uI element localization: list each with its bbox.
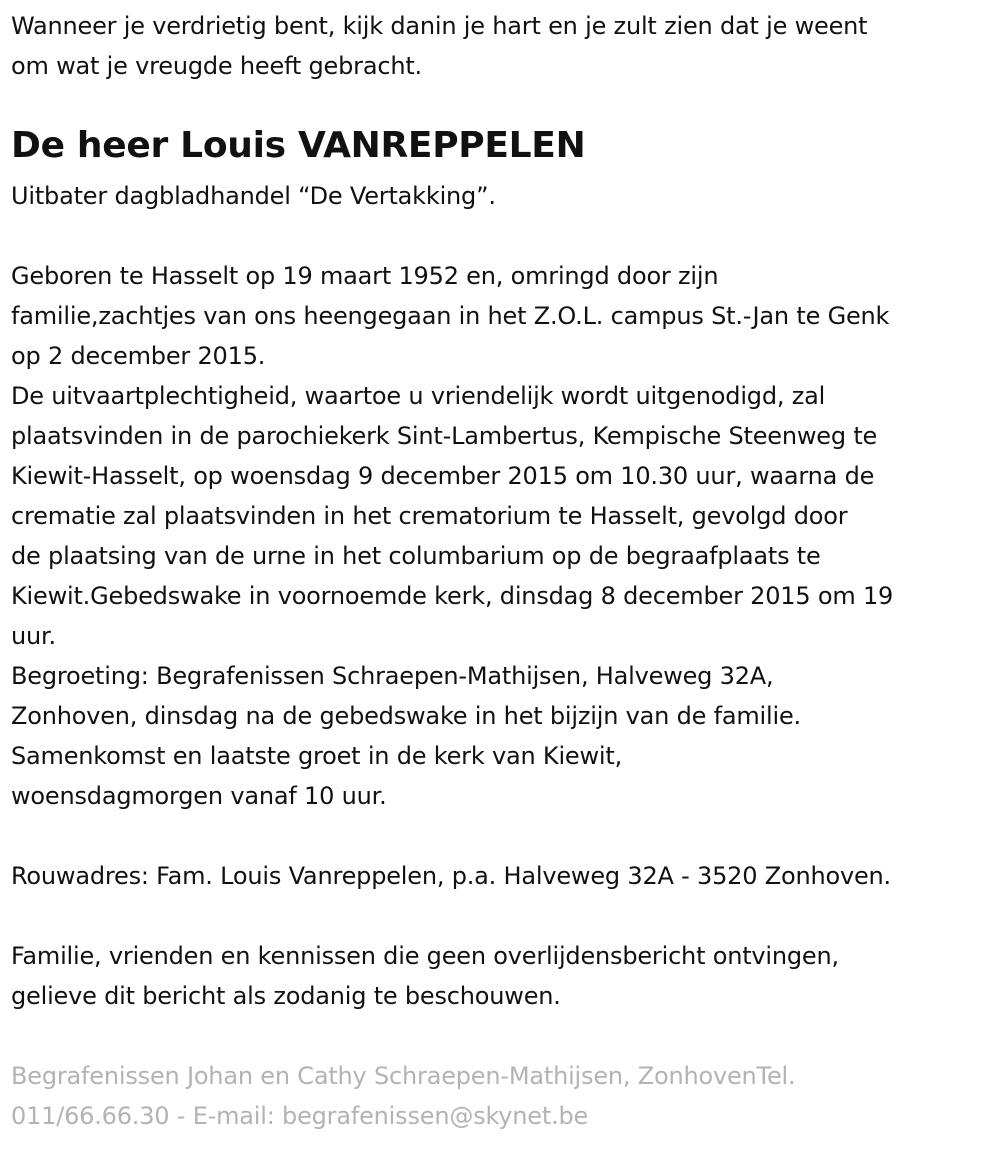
- body-line: op 2 december 2015.: [11, 342, 266, 370]
- body-line: familie,zachtjes van ons heengegaan in het Z.O.L. campus St.-Jan te Genk: [11, 302, 890, 330]
- body-line: Begroeting: Begrafenissen Schraepen-Mathijsen, Halveweg 32A,: [11, 662, 774, 690]
- quote-line: om wat je vreugde heeft gebracht.: [11, 52, 422, 80]
- body-line: Kiewit-Hasselt, op woensdag 9 december 2015 om 10.30 uur, waarna de: [11, 462, 875, 490]
- funeral-home-footer: [11, 1056, 990, 1136]
- body-line: woensdagmorgen vanaf 10 uur.: [11, 782, 387, 810]
- body-line: Zonhoven, dinsdag na de gebedswake in het bijzijn van de familie.: [11, 702, 801, 730]
- notice-paragraph: [11, 936, 990, 1016]
- body-line: crematie zal plaatsvinden in het crematorium te Hasselt, gevolgd door: [11, 502, 848, 530]
- body-line: uur.: [11, 622, 56, 650]
- opening-quote: [11, 6, 990, 86]
- deceased-name: De heer Louis VANREPPELEN: [11, 125, 586, 166]
- footer-line: Begrafenissen Johan en Cathy Schraepen-Mathijsen, ZonhovenTel.: [11, 1062, 796, 1090]
- notice-line: Familie, vrienden en kennissen die geen overlijdensbericht ontvingen,: [11, 942, 839, 970]
- spacer: [11, 896, 990, 936]
- body-line: plaatsvinden in de parochiekerk Sint-Lambertus, Kempische Steenweg te: [11, 422, 878, 450]
- mourning-address: Rouwadres: Fam. Louis Vanreppelen, p.a. Halveweg 32A - 3520 Zonhoven.: [11, 862, 891, 890]
- spacer: [11, 816, 990, 856]
- body-line: Samenkomst en laatste groet in de kerk van Kiewit,: [11, 742, 623, 770]
- obituary-body: [11, 256, 990, 816]
- body-line: Kiewit.Gebedswake in voornoemde kerk, dinsdag 8 december 2015 om 19: [11, 582, 894, 610]
- spacer: [11, 216, 990, 256]
- deceased-subtitle: Uitbater dagbladhandel “De Vertakking”.: [11, 182, 496, 210]
- body-line: de plaatsing van de urne in het columbarium op de begraafplaats te: [11, 542, 821, 570]
- notice-line: gelieve dit bericht als zodanig te beschouwen.: [11, 982, 561, 1010]
- body-line: De uitvaartplechtigheid, waartoe u vriendelijk wordt uitgenodigd, zal: [11, 382, 826, 410]
- body-line: Geboren te Hasselt op 19 maart 1952 en, omringd door zijn: [11, 262, 719, 290]
- spacer: [11, 1016, 990, 1056]
- obituary-notice: [0, 6, 1000, 1156]
- footer-line: 011/66.66.30 - E-mail: begrafenissen@skynet.be: [11, 1102, 589, 1130]
- quote-line: Wanneer je verdrietig bent, kijk danin je hart en je zult zien dat je weent: [11, 12, 868, 40]
